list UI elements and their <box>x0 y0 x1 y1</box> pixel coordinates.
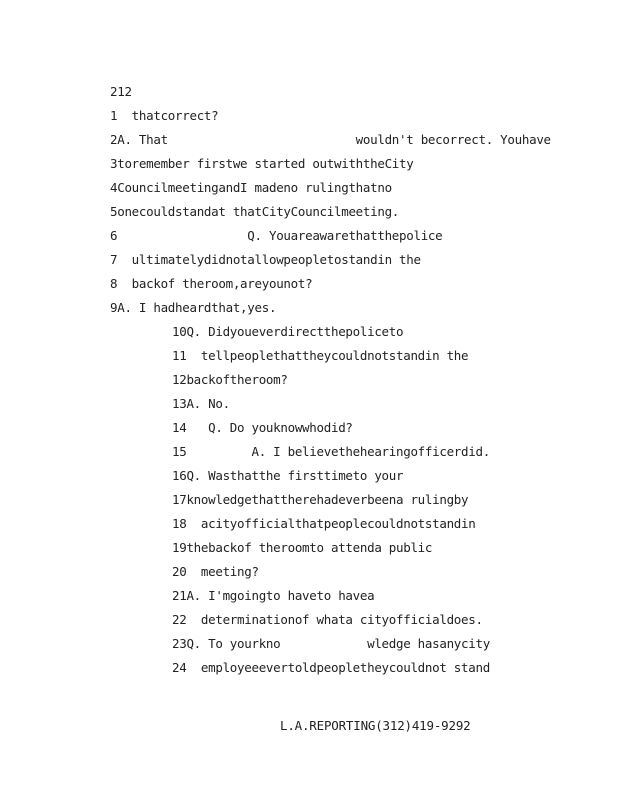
reporter-footer: L.A.REPORTING(312)419-9292 <box>280 718 471 733</box>
transcript-line-1: 1 thatcorrect? <box>110 108 219 123</box>
transcript-line-5: 5onecouldstandat thatCityCouncilmeeting. <box>110 204 400 219</box>
transcript-line-9: 9A. I hadheardthat,yes. <box>110 300 277 315</box>
transcript-line-4: 4CouncilmeetingandI madeno rulingthatno <box>110 180 392 195</box>
transcript-line-22: 22 determinationof whata cityofficialdoes. <box>172 612 483 627</box>
transcript-line-2: 2A. That wouldn't becorrect. Youhave <box>110 132 551 147</box>
transcript-line-8: 8 backof theroom,areyounot? <box>110 276 313 291</box>
transcript-line-12: 12backoftheroom? <box>172 372 288 387</box>
transcript-line-20: 20 meeting? <box>172 564 259 579</box>
page-number: 212 <box>110 84 132 99</box>
transcript-line-15: 15 A. I believethehearingofficerdid. <box>172 444 490 459</box>
transcript-line-17: 17knowledgethattherehadeverbeena rulingby <box>172 492 469 507</box>
transcript-line-6: 6 Q. Youareawarethatthepolice <box>110 228 443 243</box>
transcript-line-24: 24 employeeevertoldpeopletheycouldnot stand <box>172 660 490 675</box>
transcript-line-18: 18 acityofficialthatpeoplecouldnotstandin <box>172 516 476 531</box>
transcript-line-14: 14 Q. Do youknowwhodid? <box>172 420 353 435</box>
transcript-line-3: 3toremember firstwe started outwiththeCity <box>110 156 414 171</box>
transcript-line-11: 11 tellpeoplethattheycouldnotstandin the <box>172 348 469 363</box>
transcript-line-13: 13A. No. <box>172 396 230 411</box>
transcript-line-10: 10Q. Didyoueverdirectthepoliceto <box>172 324 404 339</box>
transcript-line-7: 7 ultimatelydidnotallowpeopletostandin the <box>110 252 421 267</box>
transcript-line-19: 19thebackof theroomto attenda public <box>172 540 433 555</box>
transcript-line-23: 23Q. To yourkno wledge hasanycity <box>172 636 490 651</box>
transcript-line-21: 21A. I'mgoingto haveto havea <box>172 588 375 603</box>
transcript-line-16: 16Q. Wasthatthe firsttimeto your <box>172 468 404 483</box>
